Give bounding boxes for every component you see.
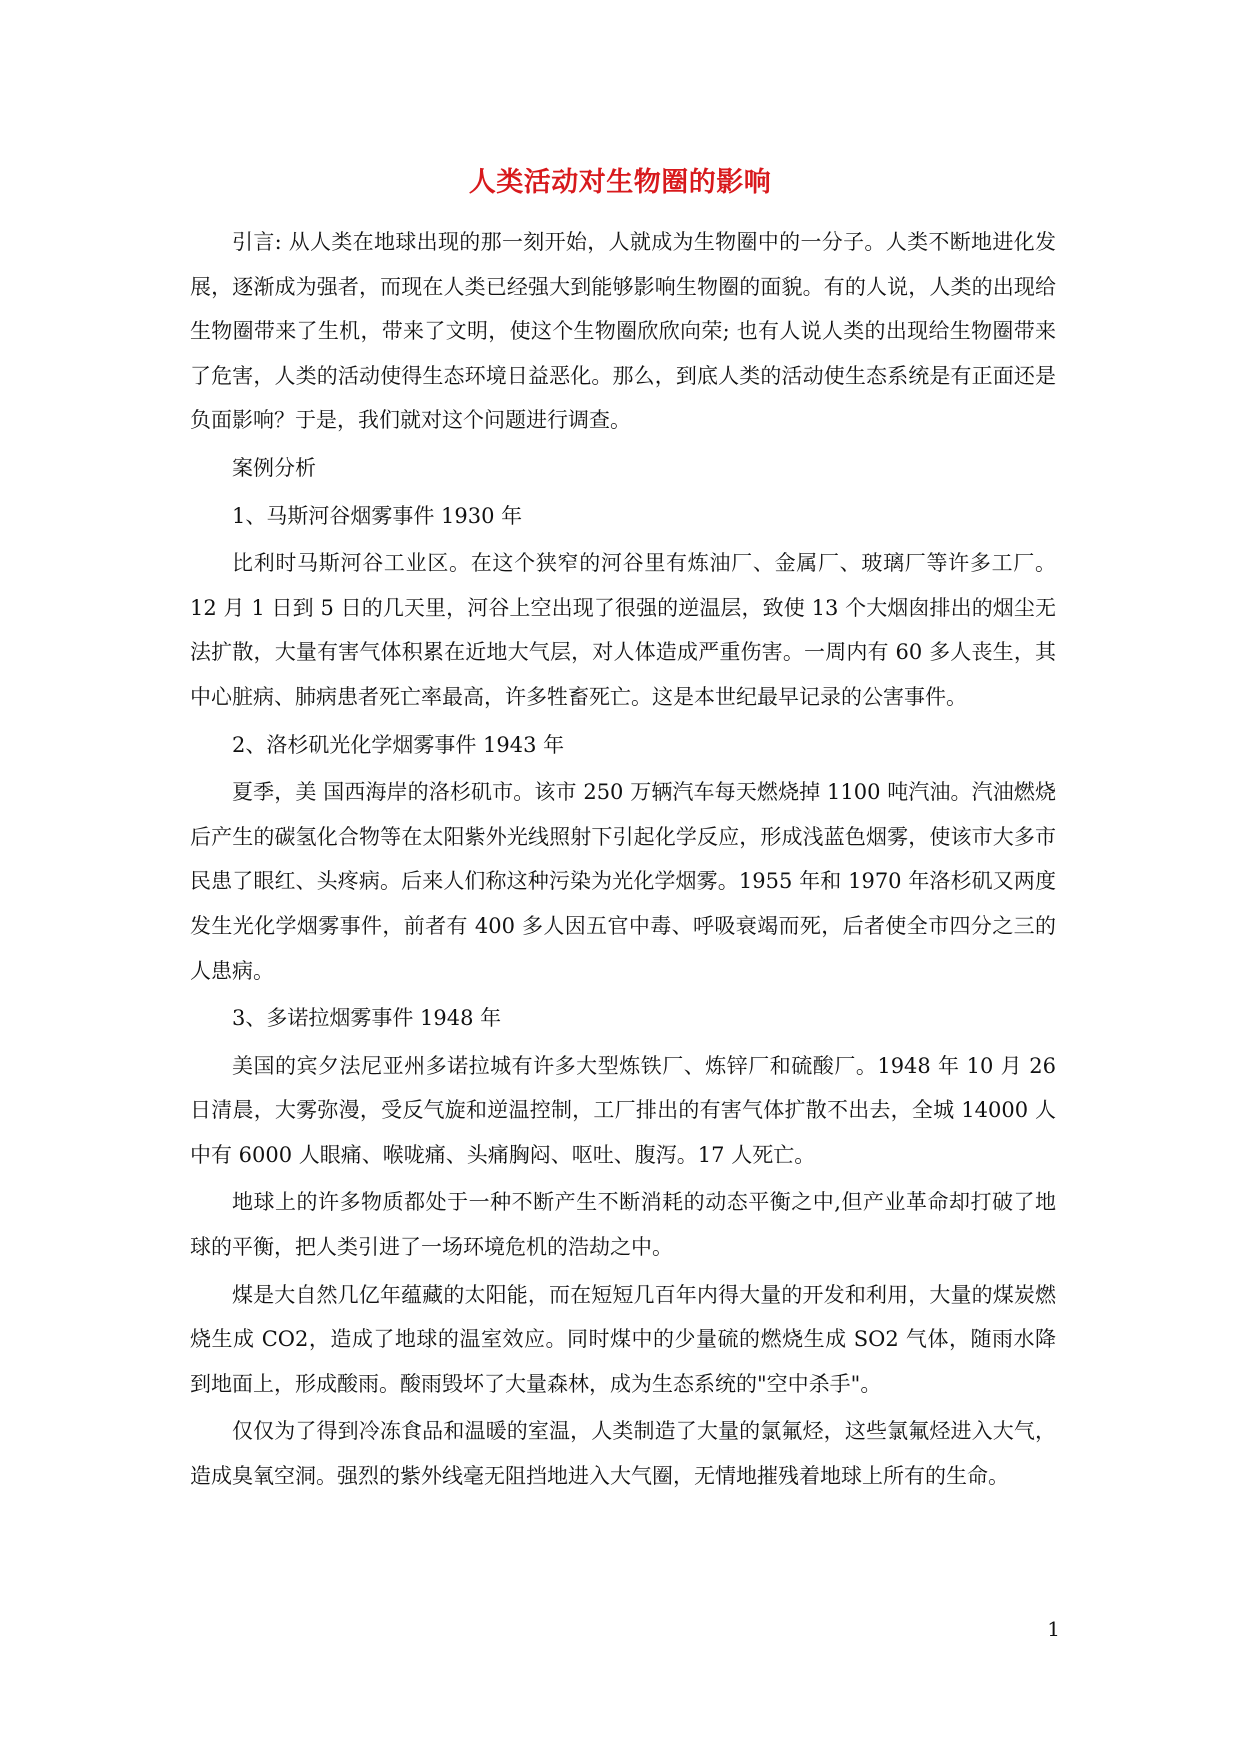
paragraph-coal: 煤是大自然几亿年蕴藏的太阳能，而在短短几百年内得大量的开发和利用，大量的煤炭燃烧生成 CO2，造成了地球的温室效应。同时煤中的少量硫的燃烧生成 SO2 气体，随雨水降到地面上，形成酸雨。酸雨毁坏了大量森林，成为生态系统的"空中杀手"。 (190, 1282, 1056, 1396)
page-number: 1 (1047, 1617, 1060, 1641)
document-title: 人类活动对生物圈的影响 (468, 167, 772, 198)
paragraph-balance: 地球上的许多物质都处于一种不断产生不断消耗的动态平衡之中,但产业革命却打破了地球的平衡，把人类引进了一场环境危机的浩劫之中。 (190, 1190, 1056, 1260)
section-heading-case-analysis: 案例分析 (232, 455, 316, 480)
case-heading-donora: 3、多诺拉烟雾事件 1948 年 (232, 1006, 502, 1031)
case-heading-los-angeles: 2、洛杉矶光化学烟雾事件 1943 年 (232, 732, 565, 757)
document-body (190, 220, 1056, 1502)
case-heading-meuse-valley: 1、马斯河谷烟雾事件 1930 年 (232, 503, 523, 528)
case-paragraph-meuse-valley: 比利时马斯河谷工业区。在这个狭窄的河谷里有炼油厂、金属厂、玻璃厂等许多工厂。12 月 1 日到 5 日的几天里，河谷上空出现了很强的逆温层，致使 13 个大烟囱排出的烟尘无法扩散，大量有害气体积累在近地大气层，对人体造成严重伤害。一周内有 60 多人丧生，其中心脏病、肺病患者死亡率最高，许多牲畜死亡。这是本世纪最早记录的公害事件。 (190, 551, 1056, 709)
case-paragraph-donora: 美国的宾夕法尼亚州多诺拉城有许多大型炼铁厂、炼锌厂和硫酸厂。1948 年 10 月 26 日清晨，大雾弥漫，受反气旋和逆温控制，工厂排出的有害气体扩散不出去，全城 14000 人中有 6000 人眼痛、喉咙痛、头痛胸闷、呕吐、腹泻。17 人死亡。 (190, 1053, 1056, 1167)
paragraph-cfc: 仅仅为了得到冷冻食品和温暖的室温，人类制造了大量的氯氟烃，这些氯氟烃进入大气，造成臭氧空洞。强烈的紫外线毫无阻挡地进入大气圈，无情地摧残着地球上所有的生命。 (190, 1419, 1056, 1489)
case-paragraph-los-angeles: 夏季，美 国西海岸的洛杉矶市。该市 250 万辆汽车每天燃烧掉 1100 吨汽油。汽油燃烧后产生的碳氢化合物等在太阳紫外光线照射下引起化学反应，形成浅蓝色烟雾，使该市大多市民患了眼红、头疼病。后来人们称这种污染为光化学烟雾。1955 年和 1970 年洛杉矶又两度发生光化学烟雾事件，前者有 400 多人因五官中毒、呼吸衰竭而死，后者使全市四分之三的人患病。 (190, 780, 1056, 983)
intro-paragraph: 引言: 从人类在地球出现的那一刻开始，人就成为生物圈中的一分子。人类不断地进化发展，逐渐成为强者，而现在人类已经强大到能够影响生物圈的面貌。有的人说，人类的出现给生物圈带来了生机，带来了文明，使这个生物圈欣欣向荣; 也有人说人类的出现给生物圈带来了危害，人类的活动使得生态环境日益恶化。那么，到底人类的活动使生态系统是有正面还是负面影响？于是，我们就对这个问题进行调查。 (190, 230, 1056, 433)
